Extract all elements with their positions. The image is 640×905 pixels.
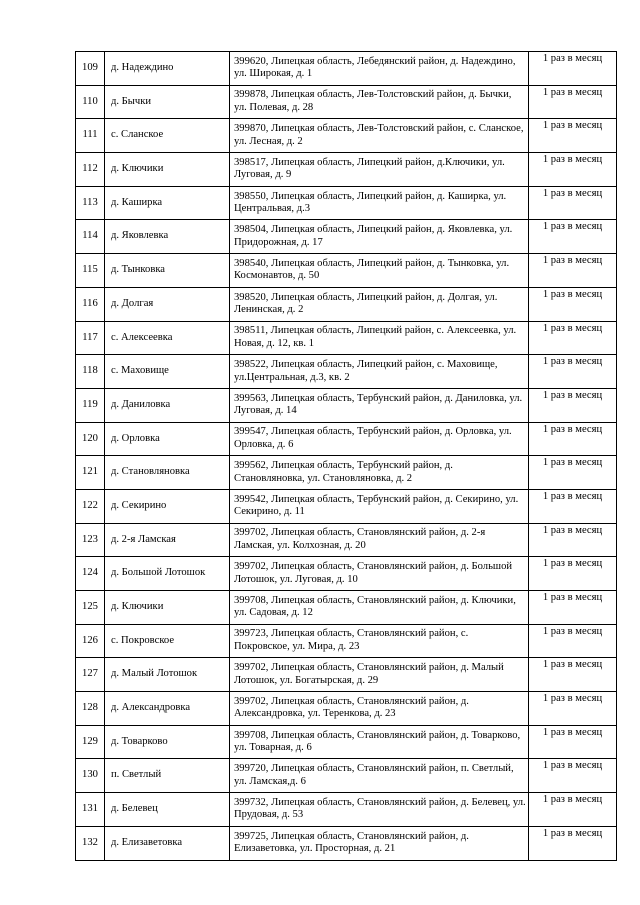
table-row xyxy=(76,826,617,860)
settlement-name: с. Маховище xyxy=(105,355,230,389)
visit-frequency: 1 раз в месяц xyxy=(529,725,617,759)
settlement-name: д. Елизаветовка xyxy=(105,826,230,860)
postal-address: 399563, Липецкая область, Тербунский район, д. Даниловка, ул. Луговая, д. 14 xyxy=(230,388,529,422)
postal-address: 398517, Липецкая область, Липецкий район, д.Ключики, ул. Луговая, д. 9 xyxy=(230,153,529,187)
table-row xyxy=(76,624,617,658)
postal-address: 399702, Липецкая область, Становлянский район, д. Большой Лотошок, ул. Луговая, д. 10 xyxy=(230,557,529,591)
postal-address: 399542, Липецкая область, Тербунский район, д. Секирино, ул. Секирино, д. 11 xyxy=(230,489,529,523)
postal-address: 399870, Липецкая область, Лев-Толстовский район, с. Сланское, ул. Лесная, д. 2 xyxy=(230,119,529,153)
table-row xyxy=(76,692,617,726)
settlements-table xyxy=(75,51,617,861)
visit-frequency: 1 раз в месяц xyxy=(529,85,617,119)
visit-frequency: 1 раз в месяц xyxy=(529,658,617,692)
settlement-name: с. Сланское xyxy=(105,119,230,153)
row-number: 118 xyxy=(76,355,105,389)
visit-frequency: 1 раз в месяц xyxy=(529,119,617,153)
row-number: 130 xyxy=(76,759,105,793)
postal-address: 398522, Липецкая область, Липецкий район, с. Маховище, ул.Центральная, д.3, кв. 2 xyxy=(230,355,529,389)
postal-address: 398540, Липецкая область, Липецкий район, д. Тынковка, ул. Космонавтов, д. 50 xyxy=(230,254,529,288)
postal-address: 399702, Липецкая область, Становлянский район, д. Александровка, ул. Теренкова, д. 23 xyxy=(230,692,529,726)
table-row xyxy=(76,725,617,759)
settlement-name: д. Ключики xyxy=(105,591,230,625)
table-row xyxy=(76,523,617,557)
row-number: 124 xyxy=(76,557,105,591)
row-number: 127 xyxy=(76,658,105,692)
table-row xyxy=(76,119,617,153)
table-row xyxy=(76,456,617,490)
row-number: 122 xyxy=(76,489,105,523)
postal-address: 399562, Липецкая область, Тербунский район, д. Становляновка, ул. Становляновка, д. 2 xyxy=(230,456,529,490)
settlement-name: д. Ключики xyxy=(105,153,230,187)
settlement-name: с. Алексеевка xyxy=(105,321,230,355)
row-number: 120 xyxy=(76,422,105,456)
row-number: 125 xyxy=(76,591,105,625)
settlement-name: д. Надеждино xyxy=(105,52,230,86)
visit-frequency: 1 раз в месяц xyxy=(529,355,617,389)
table-row xyxy=(76,557,617,591)
row-number: 110 xyxy=(76,85,105,119)
postal-address: 399723, Липецкая область, Становлянский район, с. Покровское, ул. Мира, д. 23 xyxy=(230,624,529,658)
table-row xyxy=(76,186,617,220)
postal-address: 399708, Липецкая область, Становлянский район, д. Товарково, ул. Товарная, д. 6 xyxy=(230,725,529,759)
table-row xyxy=(76,793,617,827)
postal-address: 399732, Липецкая область, Становлянский район, д. Белевец, ул. Прудовая, д. 53 xyxy=(230,793,529,827)
visit-frequency: 1 раз в месяц xyxy=(529,489,617,523)
postal-address: 399725, Липецкая область, Становлянский район, д. Елизаветовка, ул. Просторная, д. 21 xyxy=(230,826,529,860)
postal-address: 399702, Липецкая область, Становлянский район, д. 2-я Ламская, ул. Колхозная, д. 20 xyxy=(230,523,529,557)
postal-address: 399702, Липецкая область, Становлянский район, д. Малый Лотошок, ул. Богатырская, д. 29 xyxy=(230,658,529,692)
visit-frequency: 1 раз в месяц xyxy=(529,591,617,625)
visit-frequency: 1 раз в месяц xyxy=(529,793,617,827)
table-row xyxy=(76,254,617,288)
visit-frequency: 1 раз в месяц xyxy=(529,624,617,658)
table-row xyxy=(76,388,617,422)
visit-frequency: 1 раз в месяц xyxy=(529,557,617,591)
visit-frequency: 1 раз в месяц xyxy=(529,220,617,254)
row-number: 116 xyxy=(76,287,105,321)
settlement-name: п. Светлый xyxy=(105,759,230,793)
table-row xyxy=(76,422,617,456)
table-row xyxy=(76,489,617,523)
postal-address: 398550, Липецкая область, Липецкий район, д. Каширка, ул. Центральвая, д.3 xyxy=(230,186,529,220)
visit-frequency: 1 раз в месяц xyxy=(529,388,617,422)
settlement-name: д. Яковлевка xyxy=(105,220,230,254)
settlement-name: д. Бычки xyxy=(105,85,230,119)
settlement-name: с. Покровское xyxy=(105,624,230,658)
visit-frequency: 1 раз в месяц xyxy=(529,826,617,860)
table-row xyxy=(76,591,617,625)
row-number: 117 xyxy=(76,321,105,355)
settlement-name: д. 2-я Ламская xyxy=(105,523,230,557)
table-body xyxy=(76,52,617,861)
visit-frequency: 1 раз в месяц xyxy=(529,523,617,557)
table-row xyxy=(76,220,617,254)
settlement-name: д. Александровка xyxy=(105,692,230,726)
postal-address: 399720, Липецкая область, Становлянский район, п. Светлый, ул. Ламская,д. 6 xyxy=(230,759,529,793)
row-number: 131 xyxy=(76,793,105,827)
settlement-name: д. Малый Лотошок xyxy=(105,658,230,692)
table-row xyxy=(76,153,617,187)
settlement-name: д. Долгая xyxy=(105,287,230,321)
visit-frequency: 1 раз в месяц xyxy=(529,153,617,187)
row-number: 109 xyxy=(76,52,105,86)
table-row xyxy=(76,52,617,86)
settlement-name: д. Даниловка xyxy=(105,388,230,422)
row-number: 115 xyxy=(76,254,105,288)
settlement-name: д. Каширка xyxy=(105,186,230,220)
row-number: 119 xyxy=(76,388,105,422)
visit-frequency: 1 раз в месяц xyxy=(529,456,617,490)
postal-address: 399878, Липецкая область, Лев-Толстовский район, д. Бычки, ул. Полевая, д. 28 xyxy=(230,85,529,119)
table-row xyxy=(76,321,617,355)
row-number: 114 xyxy=(76,220,105,254)
visit-frequency: 1 раз в месяц xyxy=(529,321,617,355)
visit-frequency: 1 раз в месяц xyxy=(529,422,617,456)
row-number: 129 xyxy=(76,725,105,759)
table-row xyxy=(76,287,617,321)
row-number: 132 xyxy=(76,826,105,860)
settlement-name: д. Большой Лотошок xyxy=(105,557,230,591)
postal-address: 399620, Липецкая область, Лебедянский район, д. Надеждино, ул. Широкая, д. 1 xyxy=(230,52,529,86)
row-number: 111 xyxy=(76,119,105,153)
settlement-name: д. Становляновка xyxy=(105,456,230,490)
visit-frequency: 1 раз в месяц xyxy=(529,186,617,220)
postal-address: 399708, Липецкая область, Становлянский район, д. Ключики, ул. Садовая, д. 12 xyxy=(230,591,529,625)
table-row xyxy=(76,355,617,389)
postal-address: 398511, Липецкая область, Липецкий район, с. Алексеевка, ул. Новая, д. 12, кв. 1 xyxy=(230,321,529,355)
row-number: 121 xyxy=(76,456,105,490)
visit-frequency: 1 раз в месяц xyxy=(529,254,617,288)
table-row xyxy=(76,759,617,793)
settlement-name: д. Товарково xyxy=(105,725,230,759)
row-number: 123 xyxy=(76,523,105,557)
postal-address: 398504, Липецкая область, Липецкий район, д. Яковлевка, ул. Придорожная, д. 17 xyxy=(230,220,529,254)
visit-frequency: 1 раз в месяц xyxy=(529,287,617,321)
table-row xyxy=(76,85,617,119)
row-number: 113 xyxy=(76,186,105,220)
row-number: 112 xyxy=(76,153,105,187)
visit-frequency: 1 раз в месяц xyxy=(529,692,617,726)
settlement-name: д. Орловка xyxy=(105,422,230,456)
row-number: 126 xyxy=(76,624,105,658)
visit-frequency: 1 раз в месяц xyxy=(529,52,617,86)
table-row xyxy=(76,658,617,692)
settlement-name: д. Секирино xyxy=(105,489,230,523)
visit-frequency: 1 раз в месяц xyxy=(529,759,617,793)
postal-address: 398520, Липецкая область, Липецкий район, д. Долгая, ул. Ленинская, д. 2 xyxy=(230,287,529,321)
postal-address: 399547, Липецкая область, Тербунский район, д. Орловка, ул. Орловка, д. 6 xyxy=(230,422,529,456)
row-number: 128 xyxy=(76,692,105,726)
settlement-name: д. Белевец xyxy=(105,793,230,827)
settlement-name: д. Тынковка xyxy=(105,254,230,288)
